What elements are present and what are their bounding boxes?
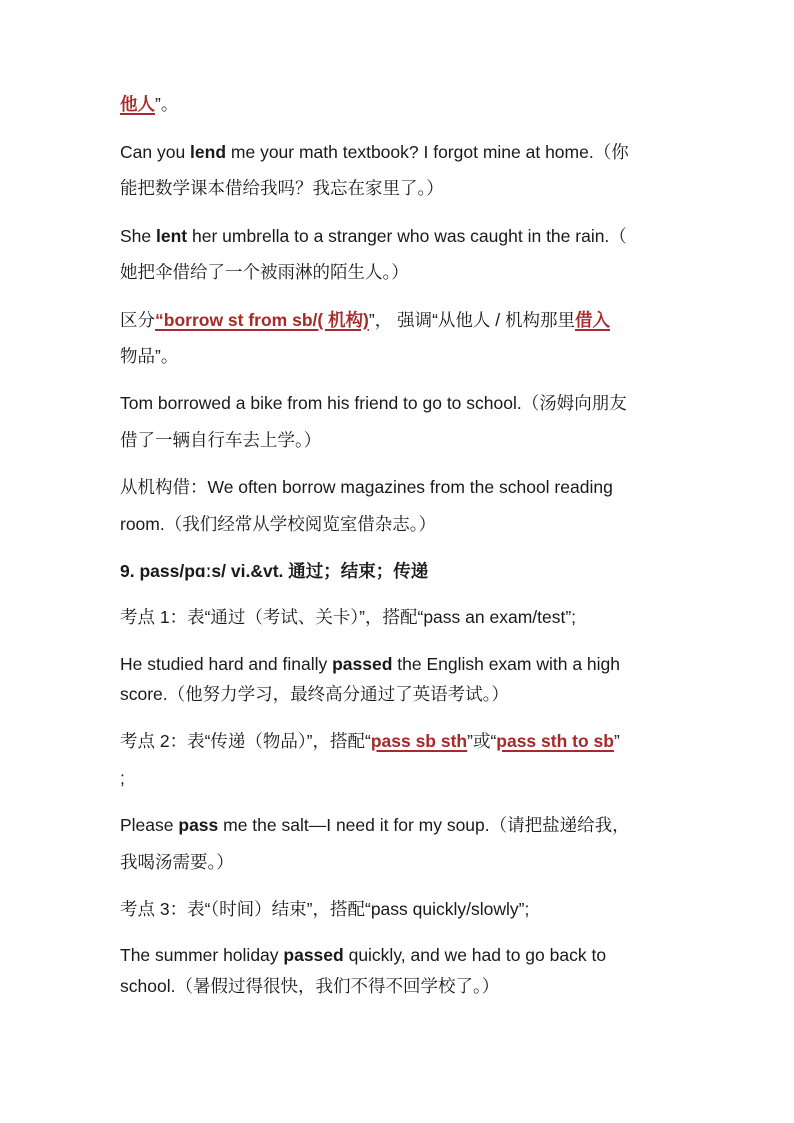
text-line: school.（暑假过得很快，我们不得不回学校了。） (120, 976, 500, 996)
example-sentence: He studied hard and finally passed the English exam with a high (120, 654, 621, 674)
key-point: 考点 1：表“通过（考试、关卡）”，搭配“pass an exam/test”; (120, 607, 577, 627)
text-line: 借了一辆自行车去上学。） (120, 430, 322, 450)
text-line: 我喝汤需要。） (120, 852, 234, 872)
keyword: lend (190, 142, 227, 162)
key-point: 考点 2：表“传递（物品）”，搭配“pass sb sth”或“pass sth to sb” (120, 731, 620, 751)
highlight-term: “borrow st from sb/( 机构) (155, 310, 369, 330)
example-sentence: She lent her umbrella to a stranger who was caught in the rain.（ (120, 226, 627, 246)
text-line: 物品”。 (120, 346, 179, 366)
highlight-term: pass sb sth (370, 731, 468, 751)
highlight-term: 他人 (120, 94, 155, 114)
text-line: 她把伞借给了一个被雨淋的陌生人。） (120, 262, 409, 282)
distinction-note: 区分“borrow st from sb/( 机构)”， 强调“从他人 / 机构那里借入 (120, 310, 610, 330)
text-line: 能把数学课本借给我吗？我忘在家里了。） (120, 178, 444, 198)
highlight-term: pass sth to sb (496, 731, 614, 751)
example-sentence: 从机构借：We often borrow magazines from the school reading (120, 477, 613, 497)
keyword: passed (332, 654, 393, 674)
keyword: passed (283, 945, 344, 965)
keyword: lent (156, 226, 188, 246)
example-sentence: Can you lend me your math textbook? I forgot mine at home.（你 (120, 142, 629, 162)
text-line: ; (120, 768, 125, 788)
highlight-term: 借入 (575, 310, 610, 330)
text-line: 他人”。 (120, 94, 179, 114)
example-sentence: Please pass me the salt—I need it for my soup.（请把盐递给我， (120, 815, 630, 835)
key-point: 考点 3：表“（时间）结束”，搭配“pass quickly/slowly”; (120, 899, 530, 919)
keyword: pass (178, 815, 219, 835)
example-sentence: The summer holiday passed quickly, and we had to go back to (120, 945, 607, 965)
example-sentence: Tom borrowed a bike from his friend to go to school.（汤姆向朋友 (120, 393, 627, 413)
section-heading: 9. pass/pɑːs/ vi.&vt. 通过；结束；传递 (120, 561, 429, 581)
text-line: room.（我们经常从学校阅览室借杂志。） (120, 514, 436, 534)
text-line: score.（他努力学习，最终高分通过了英语考试。） (120, 684, 509, 704)
